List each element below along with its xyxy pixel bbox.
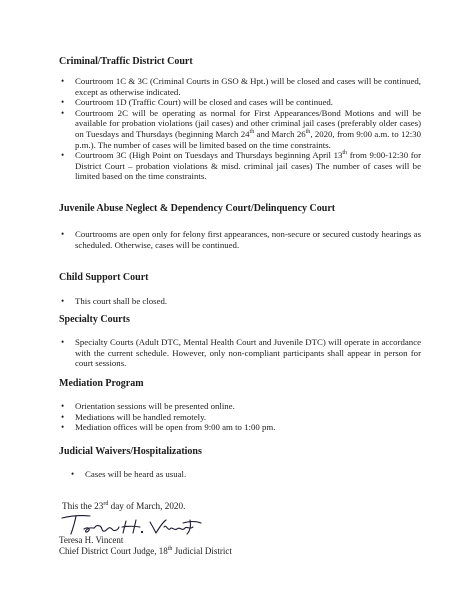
section-juvenile [59,203,421,250]
list-item: • Courtrooms are open only for felony first appearances, non-secure or secured custody hearings as scheduled. Otherwise, cases will be continued. [59,229,421,250]
handwritten-signature [56,496,206,540]
section-heading: Child Support Court [59,272,149,283]
section-heading: Judicial Waivers/Hospitalizations [59,446,202,457]
section-criminal-traffic [59,56,421,182]
list-item: • This court shall be closed. [59,296,421,307]
bullet-list [59,401,421,433]
list-item: • Specialty Courts (Adult DTC, Mental Health Court and Juvenile DTC) will operate in accordance with the current schedule. However, only non-compliant participants shall appear in person for court sessions. [59,337,421,369]
list-item: • Mediations will be handled remotely. [59,412,421,423]
list-item: • Mediation offices will be open from 9:00 am to 1:00 pm. [59,422,421,433]
section-heading: Mediation Program [59,378,144,389]
signer-title: Chief District Court Judge, 18th Judicial District [59,546,232,556]
list-item: • Courtroom 1D (Traffic Court) will be closed and cases will be continued. [59,97,421,108]
bullet-list [59,469,421,480]
section-child-support [59,272,421,307]
list-item: • Courtroom 2C will be operating as normal for First Appearances/Bond Motions and will be available for probation violations (jail cases) and other criminal jail cases (preferably older cases) on Tuesdays and Thursdays (beginning March 24th and March 26th, 2020, from 9:00 a.m. to 12:30 p.m.). The number of cases will be limited based on the time constraints. [59,108,421,150]
list-item: • Courtroom 3C (High Point on Tuesdays and Thursdays beginning April 13th from 9:00-12:30 for District Court – probation violations & misd. criminal jail cases) The number of cases will be limited based on the time constraints. [59,150,421,182]
list-item: • Courtroom 1C & 3C (Criminal Courts in GSO & Hpt.) will be closed and cases will be continued, except as otherwise indicated. [59,76,421,97]
section-heading: Criminal/Traffic District Court [59,56,193,67]
section-heading: Juvenile Abuse Neglect & Dependency Court/Delinquency Court [59,203,336,214]
bullet-list [59,76,421,182]
list-item: • Cases will be heard as usual. [69,469,421,480]
bullet-list [59,337,421,369]
signer-name: Teresa H. Vincent [59,535,124,545]
signature-date-line: This the 23rd day of March, 2020. [62,500,186,511]
bullet-list [59,296,421,307]
section-heading: Specialty Courts [59,314,130,325]
bullet-list [59,229,421,250]
section-specialty-courts [59,314,421,369]
section-judicial-waivers [59,446,421,480]
list-item: • Orientation sessions will be presented online. [59,401,421,412]
section-mediation [59,378,421,433]
